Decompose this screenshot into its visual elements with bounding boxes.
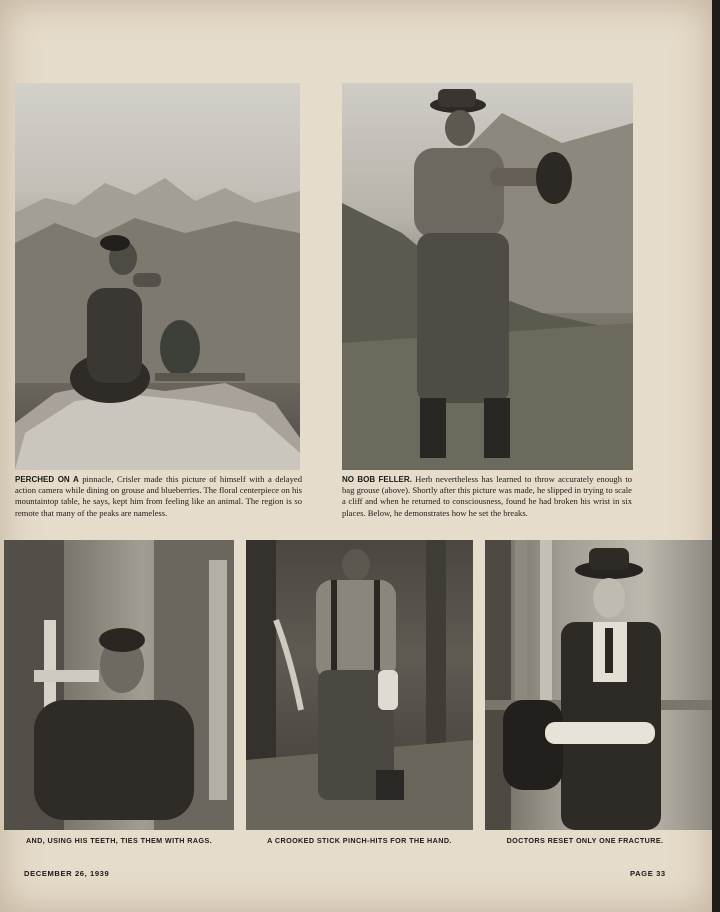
reset-scene — [485, 540, 712, 830]
caption-pinnacle-text: pinnacle, Crisler made this picture of himself with a delayed action camera while dining on grouse and blueberries. The floral centerpiece on his mountaintop table, he says, kept him from feeling like an animal. The region is so remote that many of the peaks are nameless. — [15, 474, 302, 518]
caption-grouse-text: Herb nevertheless has learned to throw accurately enough to bag grouse (above). Shortly after this picture was made, he slipped in trying to scale a cliff and when he returned to consciousness, found he had broken his wrist in six places. Below, he demonstrates how he set the breaks. — [342, 474, 633, 518]
photo-grouse — [342, 83, 633, 470]
teeth-scene — [4, 540, 234, 830]
stick-scene — [246, 540, 473, 830]
photo-pinnacle — [15, 83, 300, 470]
caption-stick: A CROOKED STICK PINCH-HITS FOR THE HAND. — [267, 836, 452, 845]
caption-teeth: AND, USING HIS TEETH, TIES THEM WITH RAGS. — [25, 836, 213, 845]
photo-reset — [485, 540, 712, 830]
caption-pinnacle — [15, 474, 302, 519]
pinnacle-scene — [15, 83, 300, 470]
issue-date: DECEMBER 26, 1939 — [24, 869, 110, 878]
photo-teeth — [4, 540, 234, 830]
grouse-scene — [342, 83, 633, 470]
page-edge — [712, 0, 720, 912]
photo-stick — [246, 540, 473, 830]
caption-reset: DOCTORS RESET ONLY ONE FRACTURE. — [506, 836, 664, 845]
caption-grouse — [342, 474, 632, 519]
caption-pinnacle-lead: PERCHED ON A — [15, 475, 79, 484]
page-number: PAGE 33 — [630, 869, 666, 878]
caption-grouse-lead: NO BOB FELLER. — [342, 475, 412, 484]
